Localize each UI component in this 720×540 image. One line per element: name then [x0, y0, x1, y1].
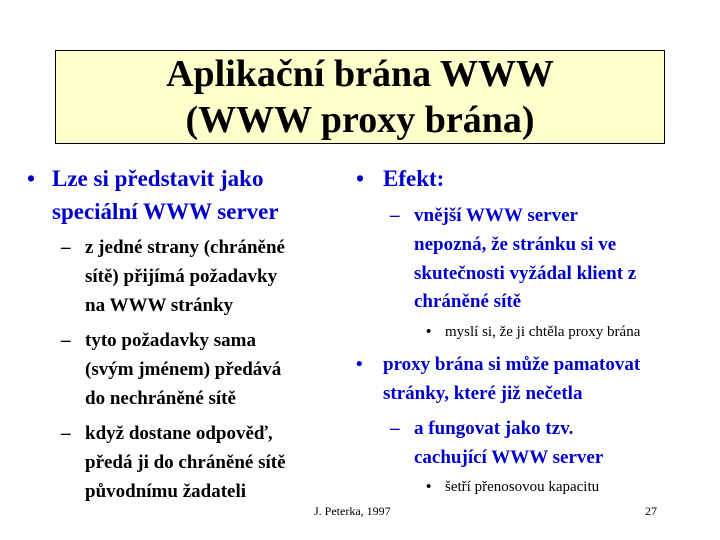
- bullet-marker: •: [426, 479, 432, 495]
- dash-marker: –: [61, 237, 71, 258]
- bullet-marker: •: [426, 324, 432, 340]
- right-bullet1-line: Efekt:: [383, 166, 445, 191]
- dash-marker: –: [390, 418, 400, 439]
- dash-marker: –: [390, 205, 400, 226]
- left-sub2-line: (svým jménem) předává: [85, 359, 282, 380]
- right-sub2-line: a fungovat jako tzv.: [414, 418, 574, 439]
- left-sub1-line: na WWW stránky: [85, 295, 234, 316]
- dash-marker: –: [61, 330, 71, 351]
- right-sub1-line: nepozná, že stránku si ve: [414, 234, 617, 255]
- right-sub2-line: cachující WWW server: [414, 447, 604, 468]
- left-sub3-line: když dostane odpověď,: [85, 423, 273, 444]
- left-bullet1-line: speciální WWW server: [52, 199, 279, 224]
- slide-title-line-2: (WWW proxy brána): [185, 99, 535, 141]
- right-sub2a-line: šetří přenosovou kapacitu: [445, 479, 600, 495]
- bullet-marker: •: [356, 166, 365, 191]
- left-sub2-line: do nechráněné sítě: [85, 388, 236, 409]
- left-sub1-line: sítě) přijímá požadavky: [85, 266, 278, 287]
- right-sub1-line: vnější WWW server: [414, 205, 578, 226]
- right-bullet2-line: proxy brána si může pamatovat: [383, 354, 641, 375]
- right-sub1-line: chráněné sítě: [414, 291, 522, 312]
- left-sub3-line: předá ji do chráněné sítě: [85, 452, 286, 473]
- right-sub1a-line: myslí si, že ji chtěla proxy brána: [445, 324, 641, 340]
- right-bullet2-line: stránky, které již nečetla: [383, 383, 583, 404]
- footer-author: J. Peterka, 1997: [314, 504, 391, 518]
- right-sub1-line: skutečnosti vyžádal klient z: [414, 263, 637, 284]
- left-sub3-line: původnímu žadateli: [85, 481, 247, 502]
- dash-marker: –: [61, 423, 71, 444]
- left-sub2-line: tyto požadavky sama: [85, 330, 257, 351]
- left-bullet1-line: Lze si představit jako: [52, 166, 264, 191]
- slide-title-box: [55, 50, 665, 144]
- page-number: 27: [645, 504, 657, 518]
- bullet-marker: •: [27, 166, 36, 191]
- left-sub1-line: z jedné strany (chráněné: [85, 237, 285, 258]
- slide-title-line-1: Aplikační brána WWW: [166, 53, 554, 95]
- bullet-marker: •: [356, 354, 363, 375]
